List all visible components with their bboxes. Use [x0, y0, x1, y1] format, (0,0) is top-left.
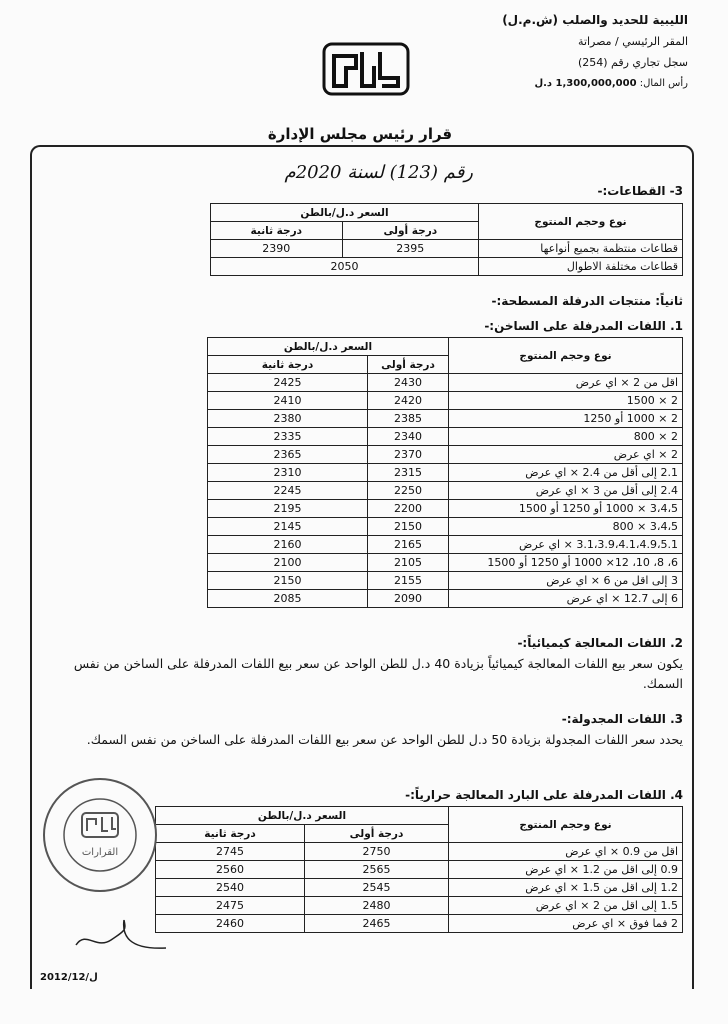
chemical-treated-heading: 2. اللفات المعالجة كيميائياً:-: [517, 636, 683, 650]
cell-grade2: 2365: [208, 446, 368, 464]
col-grade1: درجة أولى: [342, 222, 478, 240]
signature-icon: [66, 910, 176, 960]
cell-grade2: 2150: [208, 572, 368, 590]
company-capital: رأس المال: 1,300,000,000 د.ل: [534, 78, 688, 89]
cell-grade1: 2385: [368, 410, 449, 428]
company-header: [428, 10, 688, 94]
cell-grade1: 2150: [368, 518, 449, 536]
cell-grade2: 2410: [208, 392, 368, 410]
sections-heading: 3- القطاعات:-: [597, 184, 683, 198]
cell-product: 2 × 800: [449, 428, 683, 446]
decision-number: رقم (123) لسنة 2020م: [284, 162, 473, 183]
cell-grade1: 2315: [368, 464, 449, 482]
cell-product: اقل من 0.9 × اي عرض: [449, 843, 683, 861]
cell-product: اقل من 2 × اي عرض: [449, 374, 683, 392]
cell-grade2: 2460: [156, 915, 305, 933]
cell-product: 3.1،3.9،4.1،4.9،5.1 × اي عرض: [449, 536, 683, 554]
cell-grade1: 2420: [368, 392, 449, 410]
cell-grade2: 2100: [208, 554, 368, 572]
company-logo-icon: [322, 42, 410, 96]
official-stamp-icon: [40, 775, 160, 895]
table-row: [156, 915, 683, 933]
chemical-treated-text: يكون سعر بيع اللفات المعالجة كيميائياً بزيادة 40 د.ل للطن الواحد عن سعر بيع اللفات المدرفلة على الساخن من نفس السمك.: [73, 656, 683, 691]
cell-product: 1.5 إلى اقل من 2 × اي عرض: [449, 897, 683, 915]
cell-grade2: 2425: [208, 374, 368, 392]
table-row: [208, 500, 683, 518]
cell-grade1: 2165: [368, 536, 449, 554]
table-row: [208, 428, 683, 446]
cell-grade1: 2565: [305, 861, 449, 879]
cell-product: 1.2 إلى اقل من 1.5 × اي عرض: [449, 879, 683, 897]
cell-grade2: 2540: [156, 879, 305, 897]
cell-grade2: 2475: [156, 897, 305, 915]
table-row: [208, 464, 683, 482]
cell-product: 6 إلى 12.7 × اي عرض: [449, 590, 683, 608]
page-footer: 2012/12/ل: [40, 972, 98, 983]
tabulated-coils-heading: 3. اللفات المجدولة:-: [561, 712, 683, 726]
cell-grade2: 2310: [208, 464, 368, 482]
cell-product: 3،4،5 × 800: [449, 518, 683, 536]
cell-grade2: 2335: [208, 428, 368, 446]
cell-grade2: 2245: [208, 482, 368, 500]
table-row: [208, 590, 683, 608]
cell-grade1: 2545: [305, 879, 449, 897]
hot-rolled-heading: 1. اللفات المدرفلة على الساخن:-: [484, 319, 683, 333]
cell-grade1: 2340: [368, 428, 449, 446]
table-row: [208, 518, 683, 536]
table-row: [208, 554, 683, 572]
table-row: [208, 446, 683, 464]
cold-rolled-heading: 4. اللفات المدرفلة على البارد المعالجة حرارياً:-: [405, 788, 683, 802]
cell-grade1: 2750: [305, 843, 449, 861]
cell-grade2: 2560: [156, 861, 305, 879]
tabulated-coils-text: يحدد سعر اللفات المجدولة بزيادة 50 د.ل للطن الواحد عن سعر بيع اللفات المدرفلة على الساخن من نفس السمك.: [86, 732, 683, 747]
table-row: [156, 897, 683, 915]
col-product: نوع وحجم المنتوج: [479, 204, 683, 240]
cell-grade1: 2430: [368, 374, 449, 392]
cell-grade2: 2745: [156, 843, 305, 861]
company-register: سجل تجاري رقم (254): [577, 56, 688, 69]
cell-grade1: 2090: [368, 590, 449, 608]
cell-grade1: 2370: [368, 446, 449, 464]
flat-products-heading: ثانياً: منتجات الدرفلة المسطحة:-: [491, 294, 683, 308]
table-row: [208, 572, 683, 590]
cell-product: 2 × 1000 أو 1250: [449, 410, 683, 428]
table-row: [208, 374, 683, 392]
table-row: [156, 843, 683, 861]
cell-grade1: 2465: [305, 915, 449, 933]
table-row: [156, 879, 683, 897]
table-row: قطاعات منتظمة بجميع أنواعها 2395 2390: [211, 240, 683, 258]
cell-product: 2 × 1500: [449, 392, 683, 410]
cell-product: 2 فما فوق × اي عرض: [449, 915, 683, 933]
sections-price-table: [210, 203, 683, 276]
cell-product: 2 × اي عرض: [449, 446, 683, 464]
table-row: [208, 482, 683, 500]
cell-grade1: 2105: [368, 554, 449, 572]
cell-grade2: 2085: [208, 590, 368, 608]
cell-product: 2.1 إلى أقل من 2.4 × اي عرض: [449, 464, 683, 482]
hot-rolled-price-table: نوع وحجم المنتوج السعر د.ل/بالطن درجة أولى درجة ثانية اقل من 2 × اي عرض 2430 2425 2 × 1500 2420 2410 2 × 1000 أو 1250 2385 2380 2 × 800 2340 2335 2 × اي عرض 2370 2365 2.1 إلى أقل من 2.4 × اي عرض 2315 2310 2.4 إلى أقل من 3 × اي عرض 2250 2245 3،4،5 × 1000 أو 1250 أو 1500 2200 2195 3،4،5 × 800 2150 2145 3.1،3.9،4.1،4.9،5.1 × اي عرض 2165 2160 6، 8، 10، 12× 1000 أو 1250 أو 1500 2105 2100 3 إلى اقل من 6 × اي عرض 2155 2150 6 إلى 12.7 × اي عرض 2090 2085: [207, 337, 683, 608]
cell-product: 2.4 إلى أقل من 3 × اي عرض: [449, 482, 683, 500]
col-price: السعر د.ل/بالطن: [211, 204, 479, 222]
cell-grade2: 2195: [208, 500, 368, 518]
col-grade2: درجة ثانية: [211, 222, 343, 240]
table-row: [208, 536, 683, 554]
cell-grade1: 2200: [368, 500, 449, 518]
cell-grade2: 2145: [208, 518, 368, 536]
company-hq: المقر الرئيسي / مصراتة: [578, 35, 688, 48]
table-row: قطاعات مختلفة الاطوال 2050: [211, 258, 683, 276]
table-row: [208, 410, 683, 428]
table-row: [156, 861, 683, 879]
cell-grade2: 2380: [208, 410, 368, 428]
cell-product: 3،4،5 × 1000 أو 1250 أو 1500: [449, 500, 683, 518]
cell-grade1: 2155: [368, 572, 449, 590]
decision-title: قرار رئيس مجلس الإدارة: [30, 125, 690, 143]
cell-grade1: 2250: [368, 482, 449, 500]
table-row: [208, 392, 683, 410]
stamp-center-text: القرارات: [81, 847, 119, 858]
cell-product: 3 إلى اقل من 6 × اي عرض: [449, 572, 683, 590]
company-name: الليبية للحديد والصلب (ش.م.ل): [502, 13, 688, 27]
cell-product: 6، 8، 10، 12× 1000 أو 1250 أو 1500: [449, 554, 683, 572]
cell-grade1: 2480: [305, 897, 449, 915]
cell-product: 0.9 إلى اقل من 1.2 × اي عرض: [449, 861, 683, 879]
cell-grade2: 2160: [208, 536, 368, 554]
cold-rolled-price-table: نوع وحجم المنتوج السعر د.ل/بالطن درجة أولى درجة ثانية اقل من 0.9 × اي عرض 2750 2745 0.9 إلى اقل من 1.2 × اي عرض 2565 2560 1.2 إلى اقل من 1.5 × اي عرض 2545 2540 1.5 إلى اقل من 2 × اي عرض 2480 2475 2 فما فوق × اي عرض 2465 2460: [155, 806, 683, 933]
